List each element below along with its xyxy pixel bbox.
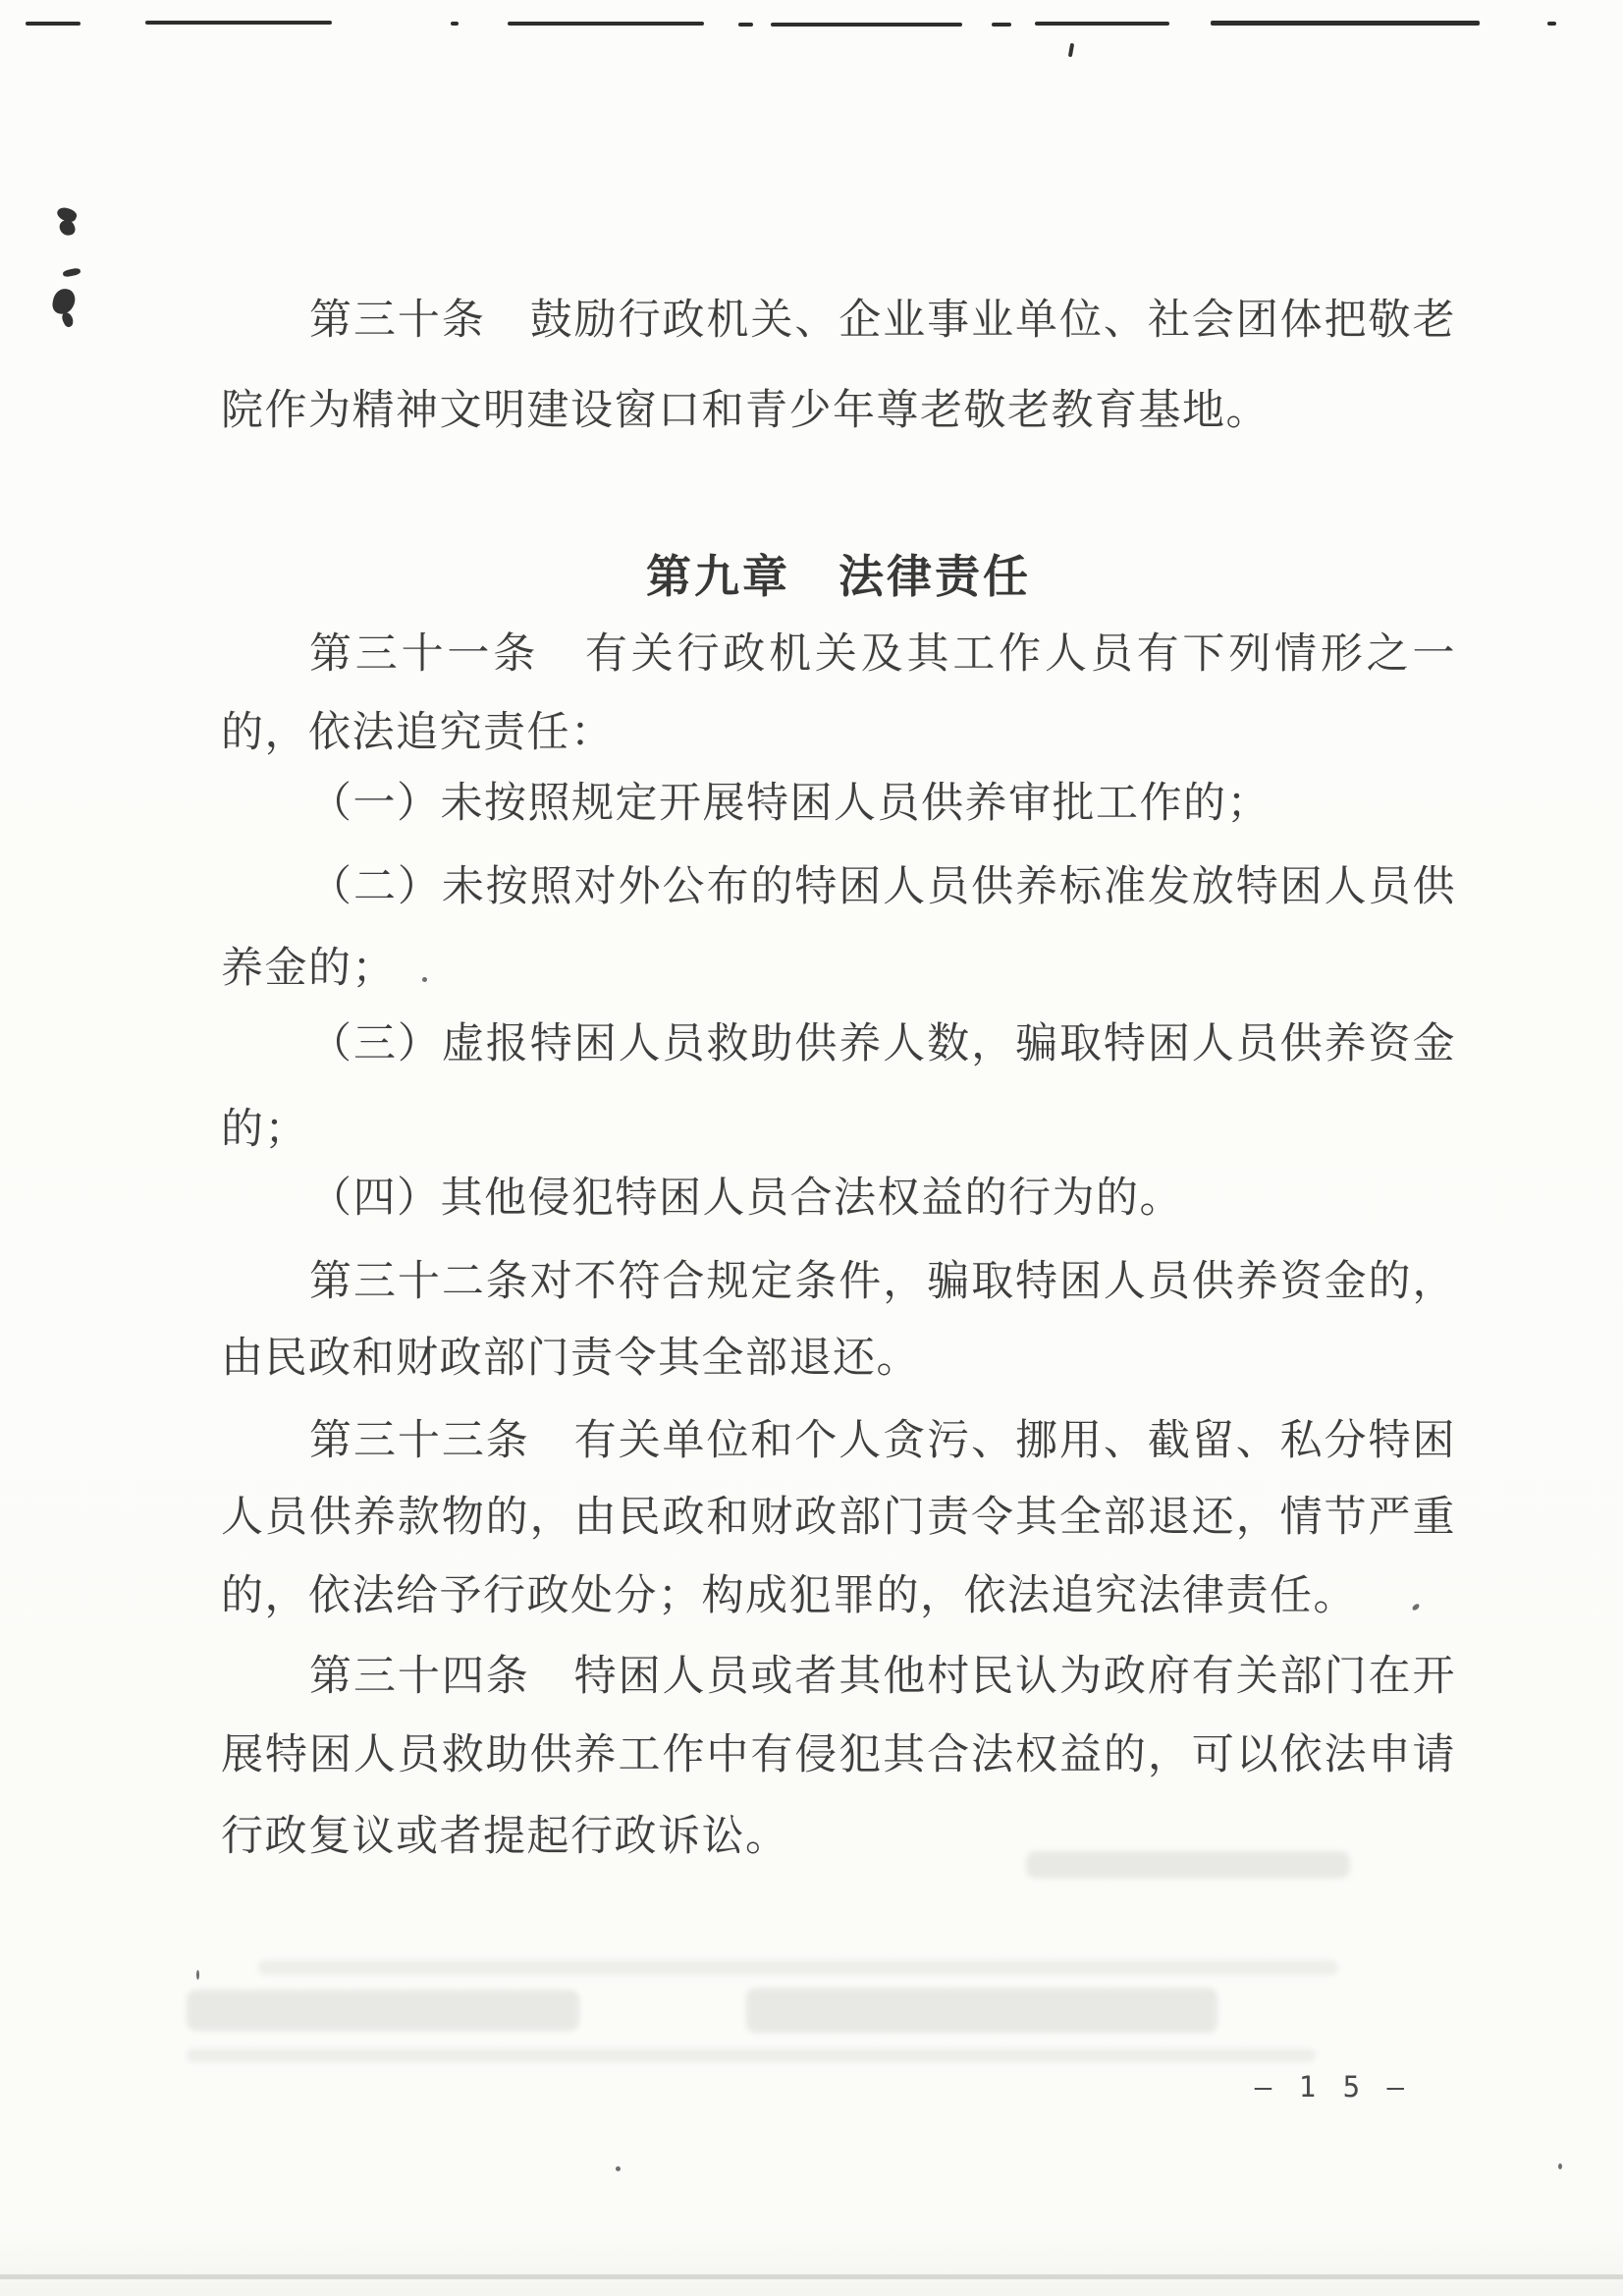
- scan-artifact-mark: [1547, 22, 1556, 26]
- text-line: 第三十四条 特困人员或者其他村民认为政府有关部门在开: [309, 1654, 1456, 1700]
- scan-artifact-mark: [451, 22, 459, 26]
- ink-mark: [60, 311, 75, 329]
- text-line: 第三十条 鼓励行政机关、企业事业单位、社会团体把敬老: [309, 298, 1456, 344]
- scan-speck: [1558, 2163, 1562, 2169]
- bleedthrough-ghost: [187, 2049, 1316, 2062]
- scan-artifact-mark: [26, 22, 81, 26]
- scan-speck: [616, 2166, 621, 2171]
- bleedthrough-ghost: [187, 1990, 579, 2031]
- scan-artifact-mark: [1035, 22, 1169, 26]
- ink-mark: [62, 267, 81, 278]
- text-line: 人员供养款物的，由民政和财政部门责令其全部退还，情节严重: [221, 1495, 1456, 1541]
- text-line: （一）未按照规定开展特困人员供养审批工作的；: [309, 781, 1271, 827]
- text-line: 养金的；: [221, 946, 396, 992]
- text-line: 行政复议或者提起行政诉讼。: [221, 1814, 789, 1860]
- text-line: （二）未按照对外公布的特困人员供养标准发放特困人员供: [309, 864, 1456, 910]
- scan-artifact-mark: [738, 23, 753, 27]
- scan-artifact-mark: [145, 21, 332, 25]
- ink-mark: [51, 287, 77, 315]
- text-line: 院作为精神文明建设窗口和青少年尊老敬老教育基地。: [221, 388, 1270, 434]
- scan-artifact-mark: [1068, 43, 1074, 57]
- text-line: （三）虚报特困人员救助供养人数，骗取特困人员供养资金: [309, 1021, 1456, 1067]
- bleedthrough-ghost: [746, 1988, 1217, 2033]
- text-line: 的，依法追究责任：: [221, 710, 615, 756]
- text-line: 的；: [221, 1107, 308, 1153]
- text-line: 第三十二条对不符合规定条件，骗取特困人员供养资金的，: [309, 1259, 1456, 1305]
- chapter-heading: 第九章 法律责任: [646, 551, 1031, 602]
- scan-artifact-mark: [1211, 21, 1480, 26]
- bleedthrough-ghost: [258, 1960, 1338, 1975]
- text-line: 的，依法给予行政处分；构成犯罪的，依法追究法律责任。: [221, 1573, 1357, 1619]
- scan-artifact-mark: [508, 22, 704, 26]
- text-line: （四）其他侵犯特困人员合法权益的行为的。: [309, 1175, 1183, 1222]
- scan-artifact-mark: [992, 23, 1011, 27]
- text-line: 第三十一条 有关行政机关及其工作人员有下列情形之一: [309, 631, 1456, 678]
- text-line: 第三十三条 有关单位和个人贪污、挪用、截留、私分特困: [309, 1418, 1456, 1464]
- scan-bottom-edge: [0, 2274, 1623, 2279]
- page-number: — 1 5 —: [1254, 2070, 1409, 2104]
- scan-artifact-mark: [771, 23, 962, 27]
- scan-speck: [196, 1970, 199, 1980]
- text-line: 展特困人员救助供养工作中有侵犯其合法权益的，可以依法申请: [221, 1732, 1456, 1778]
- text-line: 由民政和财政部门责令其全部退还。: [221, 1336, 920, 1382]
